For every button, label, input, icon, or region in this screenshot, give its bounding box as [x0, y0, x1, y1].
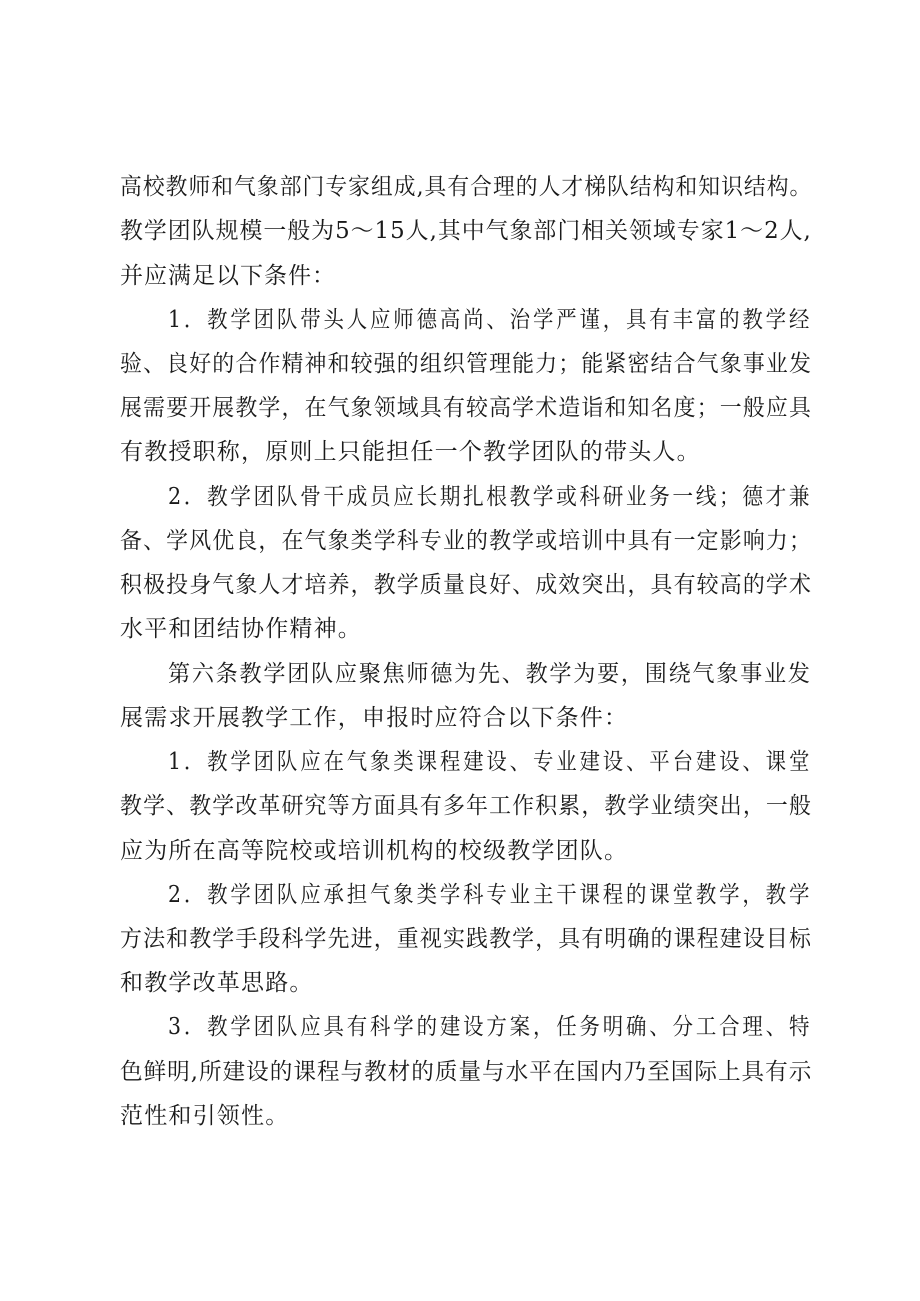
text-line: 第六条教学团队应聚焦师德为先、教学为要，围绕气象事业发 [168, 661, 812, 687]
text-line: 和教学改革思路。 [120, 970, 314, 996]
text-line: 高校教师和气象部门专家组成,具有合理的人才梯队结构和知识结构。 [120, 174, 813, 200]
text-line: 应为所在高等院校或培训机构的校级教学团队。 [120, 838, 629, 864]
text-line: 验、良好的合作精神和较强的组织管理能力；能紧密结合气象事业发 [120, 351, 813, 377]
text-line: 水平和团结协作精神。 [120, 616, 362, 642]
text-line: 1．教学团队应在气象类课程建设、专业建设、平台建设、课堂 [168, 749, 813, 775]
text-line: 展需要开展教学，在气象领域具有较高学术造诣和知名度；一般应具 [120, 395, 813, 421]
text-line: 2．教学团队应承担气象类学科专业主干课程的课堂教学，教学 [168, 882, 813, 908]
text-line: 范性和引领性。 [120, 1103, 290, 1129]
text-line: 备、学风优良，在气象类学科专业的教学或培训中具有一定影响力； [120, 528, 813, 554]
text-line: 展需求开展教学工作，申报时应符合以下条件： [120, 705, 629, 731]
text-line: 教学、教学改革研究等方面具有多年工作积累，教学业绩突出，一般 [120, 793, 813, 819]
text-line: 并应满足以下条件： [120, 263, 336, 289]
text-line: 色鲜明,所建设的课程与教材的质量与水平在国内乃至国际上具有示 [120, 1059, 813, 1085]
text-line: 2．教学团队骨干成员应长期扎根教学或科研业务一线；德才兼 [168, 484, 813, 510]
text-line: 积极投身气象人才培养，教学质量良好、成效突出，具有较高的学术 [120, 572, 813, 598]
text-line: 1．教学团队带头人应师德高尚、治学严谨，具有丰富的教学经 [168, 307, 813, 333]
text-line: 方法和教学手段科学先进，重视实践教学，具有明确的课程建设目标 [120, 926, 813, 952]
text-line: 有教授职称，原则上只能担任一个教学团队的带头人。 [120, 439, 701, 465]
text-line: 教学团队规模一般为5～15人,其中气象部门相关领域专家1～2人, [120, 218, 812, 244]
text-line: 3．教学团队应具有科学的建设方案，任务明确、分工合理、特 [168, 1014, 813, 1040]
